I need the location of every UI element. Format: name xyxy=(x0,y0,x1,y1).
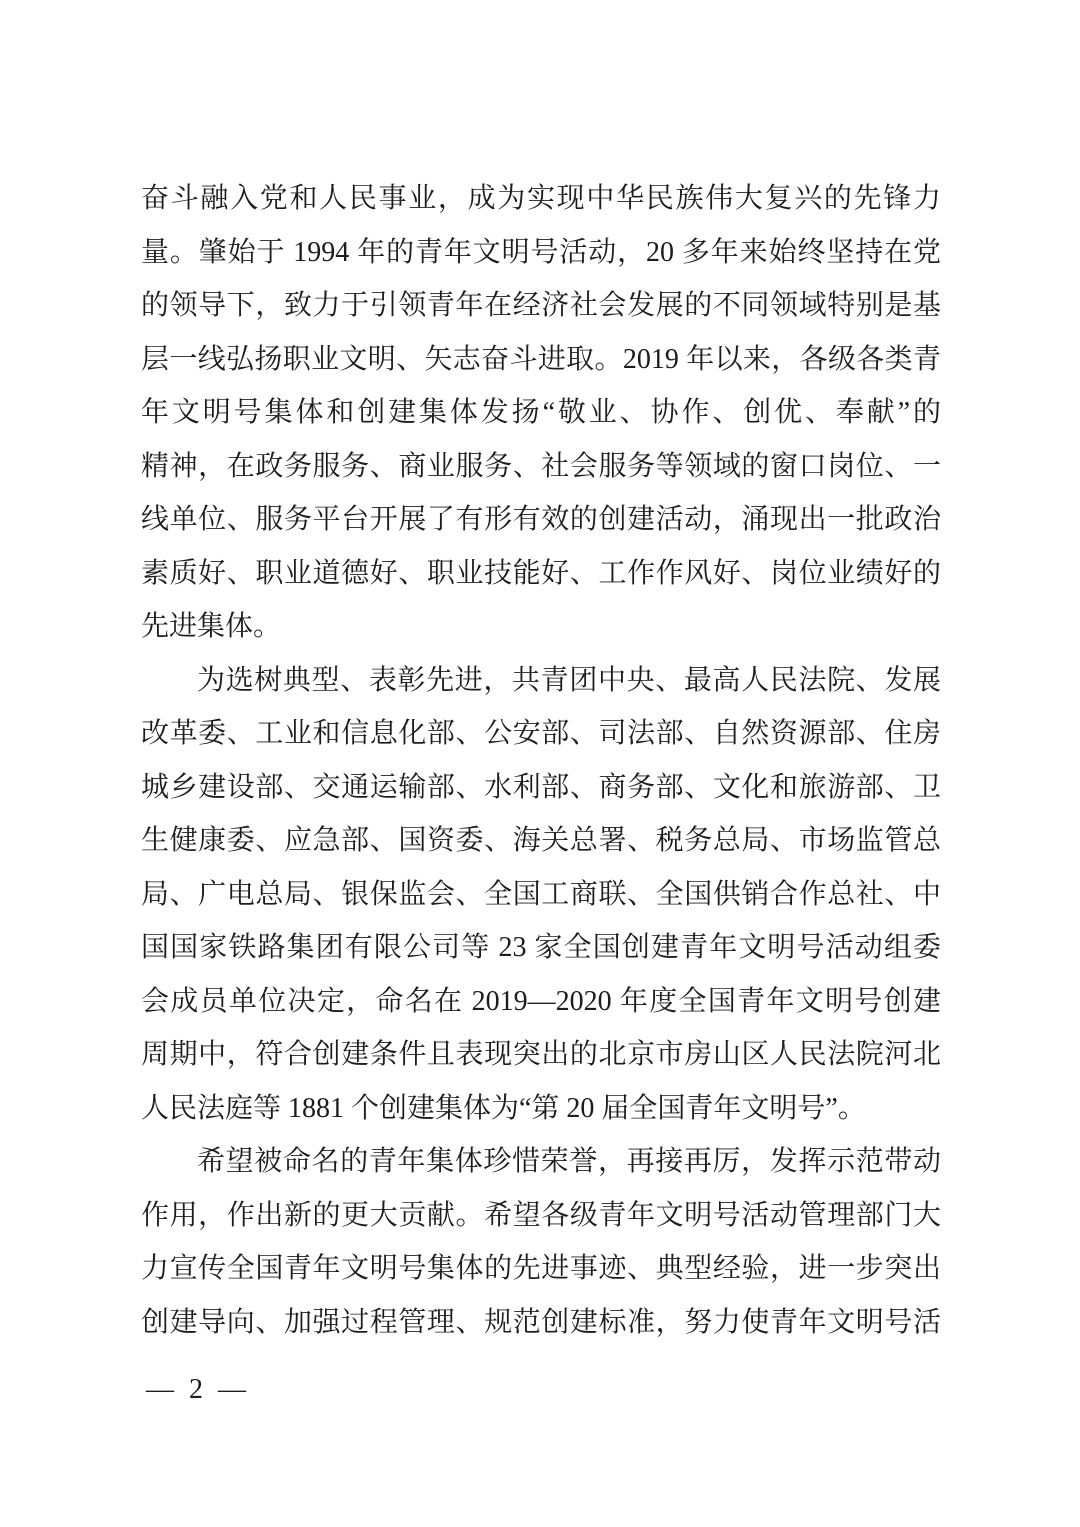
text-line: 国国家铁路集团有限公司等 23 家全国创建青年文明号活动组委 xyxy=(141,932,941,963)
text-line: 年文明号集体和创建集体发扬“敬业、协作、创优、奉献”的 xyxy=(141,397,941,428)
text-line: 为选树典型、表彰先进，共青团中央、最高人民法院、发展 xyxy=(197,664,941,696)
text-line: 希望被命名的青年集体珍惜荣誉，再接再厉，发挥示范带动 xyxy=(197,1146,941,1177)
text-line: 局、广电总局、银保监会、全国工商联、全国供销合作总社、中 xyxy=(141,878,941,910)
text-line: 城乡建设部、交通运输部、水利部、商务部、文化和旅游部、卫 xyxy=(141,771,941,803)
page-number: — 2 — xyxy=(146,1374,250,1405)
text-line: 会成员单位决定，命名在 2019—2020 年度全国青年文明号创建 xyxy=(141,985,941,1017)
text-line: 改革委、工业和信息化部、公安部、司法部、自然资源部、住房 xyxy=(141,718,941,749)
text-line: 生健康委、应急部、国资委、海关总署、税务总局、市场监管总 xyxy=(141,825,941,856)
text-line: 创建导向、加强过程管理、规范创建标准，努力使青年文明号活 xyxy=(141,1306,941,1338)
page-footer xyxy=(146,1363,250,1416)
text-line: 精神，在政务服务、商业服务、社会服务等领域的窗口岗位、一 xyxy=(141,450,941,482)
text-line: 的领导下，致力于引领青年在经济社会发展的不同领域特别是基 xyxy=(141,290,941,321)
text-line: 素质好、职业道德好、职业技能好、工作作风好、岗位业绩好的 xyxy=(141,557,941,589)
document-body xyxy=(141,172,941,1349)
text-line: 层一线弘扬职业文明、矢志奋斗进取。2019 年以来，各级各类青 xyxy=(141,343,941,375)
text-line: 人民法庭等 1881 个创建集体为“第 20 届全国青年文明号”。 xyxy=(141,1092,866,1124)
text-line: 作用，作出新的更大贡献。希望各级青年文明号活动管理部门大 xyxy=(141,1199,941,1231)
text-line: 先进集体。 xyxy=(141,611,282,642)
text-line: 奋斗融入党和人民事业，成为实现中华民族伟大复兴的先锋力 xyxy=(141,183,941,214)
text-line: 线单位、服务平台开展了有形有效的创建活动，涌现出一批政治 xyxy=(141,504,941,535)
text-line: 周期中，符合创建条件且表现突出的北京市房山区人民法院河北 xyxy=(141,1039,941,1070)
text-line: 力宣传全国青年文明号集体的先进事迹、典型经验，进一步突出 xyxy=(141,1253,941,1284)
text-line: 量。肇始于 1994 年的青年文明号活动，20 多年来始终坚持在党 xyxy=(141,236,941,268)
